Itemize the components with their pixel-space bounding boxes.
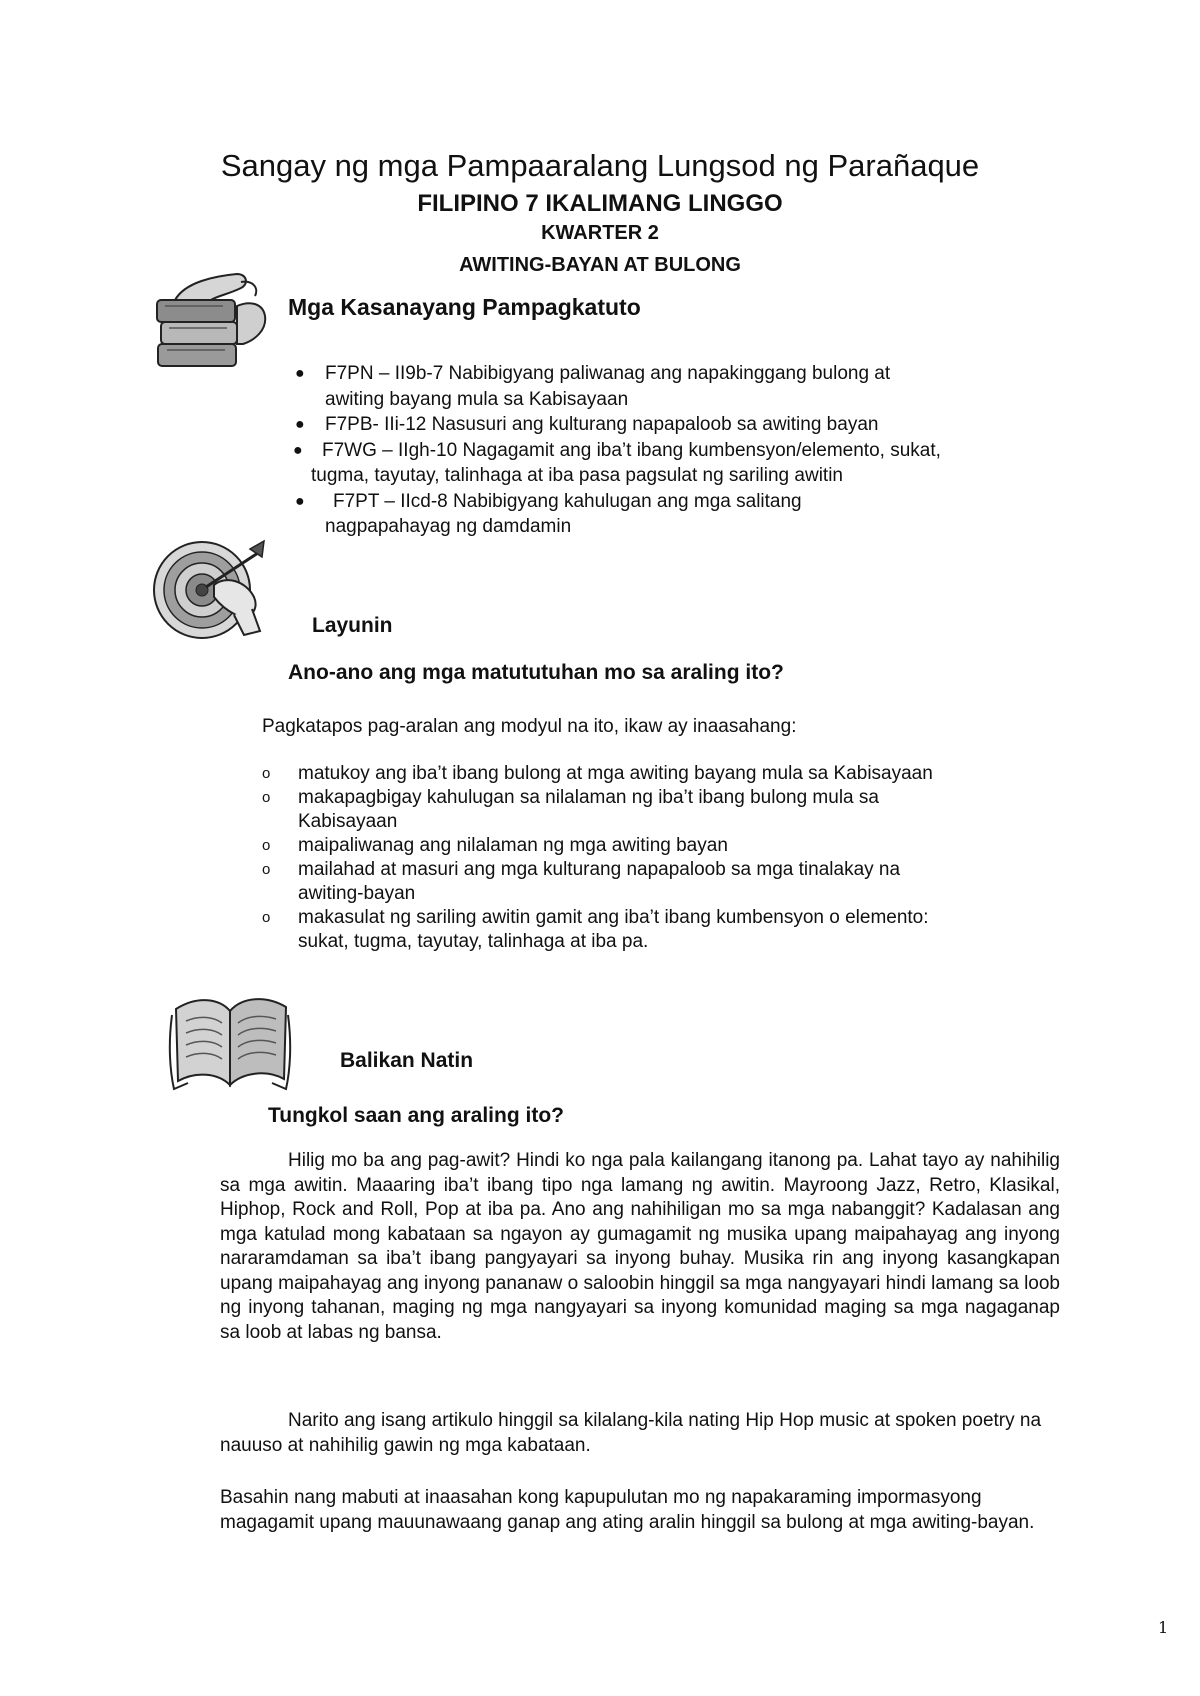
open-book-icon <box>168 985 293 1095</box>
list-item: ● F7WG – IIgh-10 Nagagamit ang iba’t ibang kumbensyon/elemento, sukat, tugma, tayutay, talinhaga at iba pasa pagsulat ng sariling awitin <box>293 439 941 486</box>
subject-week-title: FILIPINO 7 IKALIMANG LINGGO <box>417 190 783 217</box>
page-number: 1 <box>1158 1618 1169 1637</box>
review-paragraph-1: Hilig mo ba ang pag-awit? Hindi ko nga pala kailangang itanong pa. Lahat tayo ay nahihilig sa mga awitin. Maaaring iba’t ibang tipo nga lamang ng awitin. Mayroong Jazz, Retro, Klasikal, Hiphop, Rock and Roll, Pop at iba pa. Ano ang nahihiligan mo sa mga nabanggit? Kadalasan ang mga katulad mong kabataan sa ngayon ay gumagamit ng musika upang maipahayag ang inyong nararamdaman sa iba’t ibang pangyayari sa inyong buhay. Musika rin ang inyong kasangkapan upang maipahayag ang inyong pananaw o saloobin hinggil sa mga nangyayari hindi lamang sa loob ng inyong tahanan, maging ng mga nangyayari sa inyong komunidad maging sa mga nagaganap sa loob at labas ng bansa. <box>220 1150 1060 1343</box>
competencies-list <box>293 361 1085 540</box>
topic-title: AWITING-BAYAN AT BULONG <box>459 254 741 276</box>
division-title: Sangay ng mga Pampaaralang Lungsod ng Parañaque <box>220 148 980 183</box>
list-item: o mailahad at masuri ang mga kulturang napapaloob sa mga tinalakay na awiting-bayan <box>262 859 901 904</box>
list-item: o makapagbigay kahulugan sa nilalaman ng iba’t ibang bulong mula sa Kabisayaan <box>262 787 879 832</box>
quarter-label: KWARTER 2 <box>541 222 659 244</box>
review-question: Tungkol saan ang araling ito? <box>268 1104 564 1127</box>
review-title: Balikan Natin <box>340 1049 474 1072</box>
list-item: o matukoy ang iba’t ibang bulong at mga awiting bayang mula sa Kabisayaan <box>262 763 933 784</box>
list-item: o makasulat ng sariling awitin gamit ang iba’t ibang kumbensyon o elemento: sukat, tugma, tayutay, talinhaga at iba pa. <box>262 907 929 952</box>
objectives-title: Layunin <box>312 614 393 637</box>
review-paragraph-2: Narito ang isang artikulo hinggil sa kilalang-kila nating Hip Hop music at spoken poetry na nauuso at nahihilig gawin ng mga kabataan. <box>220 1410 1042 1456</box>
objectives-list <box>262 762 1062 954</box>
list-item: ● F7PT – IIcd-8 Nabibigyang kahulugan ang mga salitang nagpapahayag ng damdamin <box>295 490 802 537</box>
list-item: ● F7PN – II9b-7 Nabibigyang paliwanag ang napakinggang bulong at awiting bayang mula sa Kabisayaan <box>295 363 891 410</box>
list-item: o maipaliwanag ang nilalaman ng mga awiting bayan <box>262 835 728 856</box>
objectives-question: Ano-ano ang mga matututuhan mo sa araling ito? <box>288 661 784 684</box>
competencies-title: Mga Kasanayang Pampagkatuto <box>288 294 641 320</box>
objectives-intro: Pagkatapos pag-aralan ang modyul na ito, ikaw ay inaasahang: <box>262 716 797 737</box>
list-item: ● F7PB- IIi-12 Nasusuri ang kulturang napapaloob sa awiting bayan <box>295 414 879 435</box>
dartboard-icon <box>150 535 270 645</box>
books-stack-icon <box>155 270 270 380</box>
review-paragraph-3: Basahin nang mabuti at inaasahan kong kapupulutan mo ng napakaraming impormasyong magagamit upang mauunawaang ganap ang ating aralin hinggil sa bulong at mga awiting-bayan. <box>220 1487 1035 1533</box>
